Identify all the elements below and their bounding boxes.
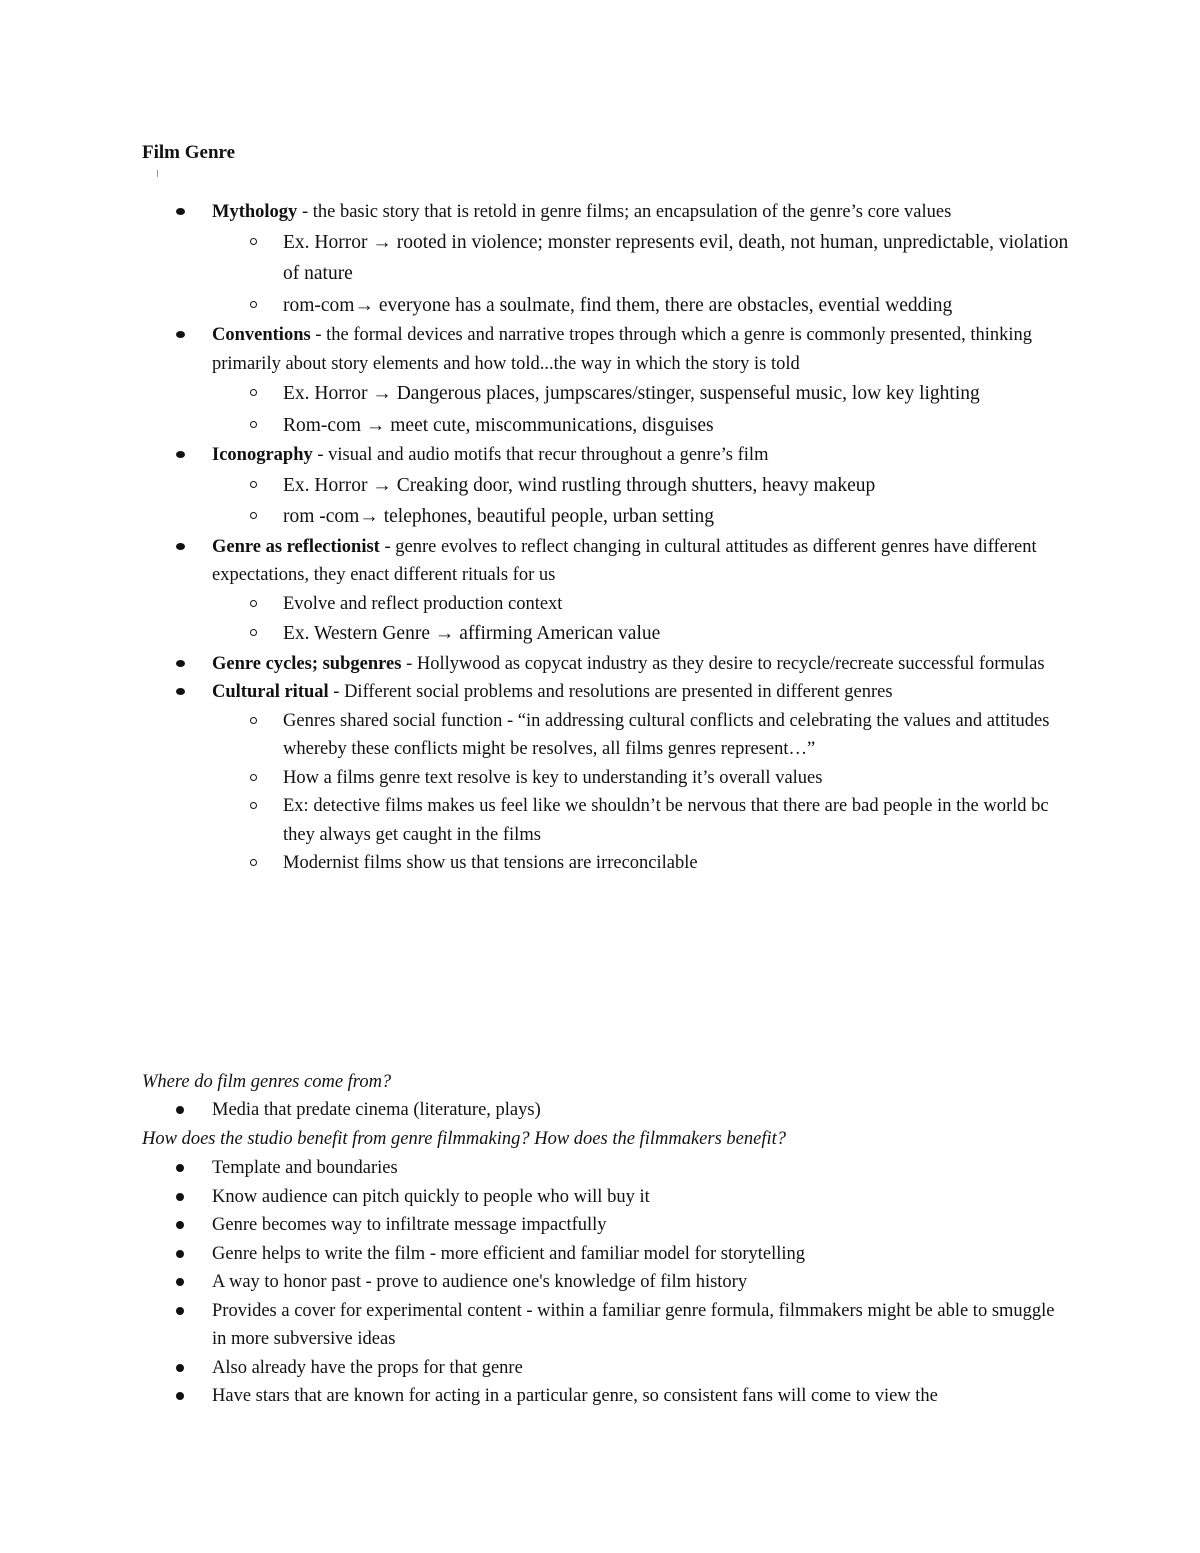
definition-iconography: - visual and audio motifs that recur throughout a genre’s film: [312, 445, 769, 465]
circle-bullet-icon: [250, 629, 257, 636]
answers-origins-list: [0, 1096, 1200, 1125]
list-item: Genre helps to write the film - more efficient and familiar model for storytelling: [0, 1240, 1200, 1269]
bullet-icon: [176, 1250, 184, 1258]
circle-bullet-icon: [250, 859, 257, 866]
list-item: Have stars that are known for acting in a particular genre, so consistent fans will come to view the: [0, 1382, 1200, 1411]
circle-bullet-icon: [250, 238, 257, 245]
sublist-reflectionist-b: [212, 618, 1070, 650]
question-benefits: How does the studio benefit from genre filmmaking? How does the filmmakers benefit?: [142, 1129, 786, 1149]
list-item-mythology: [0, 198, 1200, 321]
circle-bullet-icon: [250, 512, 257, 519]
list-item: Ex. Horror → Creaking door, wind rustling through shutters, heavy makeup: [283, 470, 1070, 502]
definition-conventions: - the formal devices and narrative tropes through which a genre is commonly presented, thinking primarily about story elements and how told...the way in which the story is told: [212, 325, 1032, 374]
bullet-icon: [176, 660, 185, 667]
list-item: Modernist films show us that tensions are irreconcilable: [283, 849, 1070, 878]
circle-bullet-icon: [250, 717, 257, 724]
list-item-conventions: [0, 321, 1200, 441]
page-title: Film Genre: [142, 142, 236, 163]
term-reflectionist: Genre as reflectionist: [212, 536, 380, 557]
term-genre-cycles: Genre cycles; subgenres: [212, 653, 402, 674]
list-item: rom -com→ telephones, beautiful people, urban setting: [283, 501, 1070, 533]
bullet-icon: [176, 331, 185, 338]
term-mythology: Mythology: [212, 202, 298, 222]
circle-bullet-icon: [250, 301, 257, 308]
bullet-icon: [176, 1164, 184, 1172]
bullet-icon: [176, 688, 185, 695]
list-item: Template and boundaries: [0, 1154, 1200, 1183]
definition-reflectionist: - genre evolves to reflect changing in cultural attitudes as different genres have different expectations, they enact different rituals for us: [212, 536, 1037, 585]
bullet-icon: [176, 451, 185, 458]
term-conventions: Conventions: [212, 325, 311, 345]
question-origins: Where do film genres come from?: [142, 1072, 392, 1092]
list-item: A way to honor past - prove to audience one's knowledge of film history: [0, 1268, 1200, 1297]
list-item-genre-cycles: [0, 650, 1200, 679]
list-item: Ex: detective films makes us feel like we shouldn’t be nervous that there are bad people in the world bc they always get caught in the films: [283, 792, 1070, 849]
circle-bullet-icon: [250, 774, 257, 781]
circle-bullet-icon: [250, 389, 257, 396]
list-item: rom-com→ everyone has a soulmate, find them, there are obstacles, evential wedding: [283, 290, 1070, 322]
list-item: How a films genre text resolve is key to understanding it’s overall values: [283, 764, 1070, 793]
list-item: Ex. Horror → Dangerous places, jumpscares/stinger, suspenseful music, low key lighting: [283, 378, 1070, 410]
sublist-iconography: [212, 470, 1070, 533]
bullet-icon: [176, 543, 185, 550]
cursor-mark: [157, 170, 158, 177]
circle-bullet-icon: [250, 481, 257, 488]
bullet-icon: [176, 1278, 184, 1286]
list-item: Evolve and reflect production context: [283, 590, 1070, 619]
list-item-cultural-ritual: [0, 678, 1200, 878]
bullet-icon: [176, 1307, 184, 1315]
term-cultural-ritual: Cultural ritual: [212, 682, 329, 702]
definition-mythology: - the basic story that is retold in genre films; an encapsulation of the genre’s core values: [297, 202, 952, 222]
list-item-iconography: [0, 441, 1200, 533]
list-item: Media that predate cinema (literature, plays): [0, 1096, 1200, 1125]
list-item: Ex. Horror → rooted in violence; monster represents evil, death, not human, unpredictable, violation of nature: [283, 227, 1070, 290]
list-item: Provides a cover for experimental content - within a familiar genre formula, filmmakers might be able to smuggle in more subversive ideas: [0, 1297, 1200, 1354]
list-item: Ex. Western Genre → affirming American value: [283, 618, 1070, 650]
circle-bullet-icon: [250, 802, 257, 809]
bullet-icon: [176, 208, 185, 215]
answers-benefits-list: [0, 1154, 1200, 1411]
term-iconography: Iconography: [212, 445, 313, 465]
sublist-reflectionist-a: [212, 590, 1070, 619]
list-item: Also already have the props for that genre: [0, 1354, 1200, 1383]
list-item-reflectionist: [0, 533, 1200, 650]
circle-bullet-icon: [250, 421, 257, 428]
list-item: Genre becomes way to infiltrate message impactfully: [0, 1211, 1200, 1240]
sublist-cultural-ritual: [212, 707, 1070, 878]
sublist-conventions: [212, 378, 1070, 441]
bullet-icon: [176, 1193, 184, 1201]
bullet-icon: [176, 1106, 184, 1114]
sublist-mythology: [212, 227, 1070, 322]
bullet-icon: [176, 1364, 184, 1372]
circle-bullet-icon: [250, 600, 257, 607]
bullet-icon: [176, 1221, 184, 1229]
list-item: Genres shared social function - “in addressing cultural conflicts and celebrating the values and attitudes whereby these conflicts might be resolves, all films genres represent…”: [283, 707, 1070, 764]
definition-genre-cycles: - Hollywood as copycat industry as they desire to recycle/recreate successful formulas: [401, 653, 1045, 674]
genre-terms-list: [0, 198, 1200, 878]
list-item: Rom-com → meet cute, miscommunications, disguises: [283, 410, 1070, 442]
list-item: Know audience can pitch quickly to people who will buy it: [0, 1183, 1200, 1212]
definition-cultural-ritual: - Different social problems and resolutions are presented in different genres: [328, 682, 893, 702]
bullet-icon: [176, 1392, 184, 1400]
